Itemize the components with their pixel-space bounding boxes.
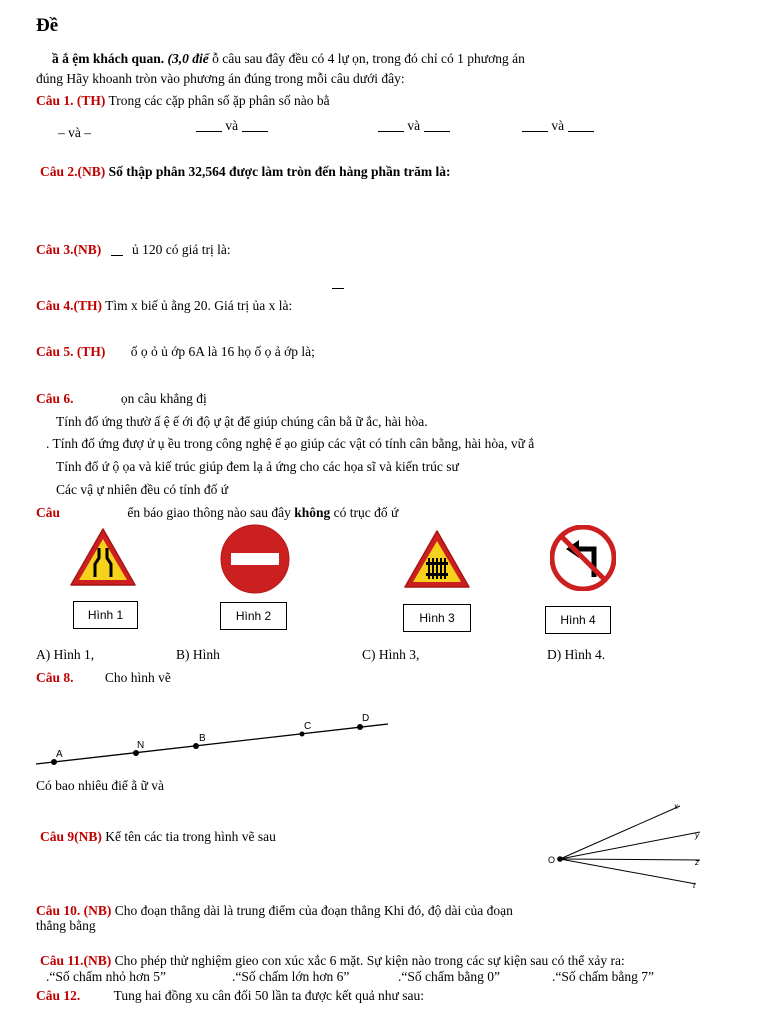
q10-line-2: thẳng bằng [36,918,96,933]
ray-y [560,832,700,859]
q6-option-d: Các vậ ự nhiên đều có tính đố ứ [56,482,229,497]
q5-text: ố ọ ỏ ủ ớp 6A là 16 họ ố ọ ả ớp là; [130,344,315,359]
fraction-bar [424,122,450,132]
point-d-label: D [362,713,370,724]
intro-rest: ỗ câu sau đây đều có 4 lự ọn, trong đó chỉ có 1 phương án [212,51,525,66]
q2-label: Câu 2.(NB) [40,164,106,179]
question-6 [36,391,207,407]
fraction-bar [332,279,344,289]
q7-choice-d: D) Hình 4. [547,647,606,662]
caption-hinh-2: Hình 2 [220,602,287,630]
q6-option-a: Tính đố ứng thườ ấ ệ ế ới độ ự ật để giúp chúng cân bằ ữ ắc, hài hòa. [56,414,428,429]
q1-option-a: – và – [58,125,91,140]
question-4 [36,298,292,314]
fraction-bar [378,122,404,132]
point-a-label: A [56,749,63,760]
fraction-bar [522,122,548,132]
q10-text: Cho đoạn thẳng dài là trung điểm của đoạn thẳng Khi đó, độ dài của đoạn [114,903,513,918]
fraction-bar-small [332,275,344,291]
q6-label: Câu 6. [36,391,74,406]
q8-label: Câu 8. [36,670,74,685]
line-through-points [36,724,388,764]
fraction-bar [111,246,123,256]
q9-text: Kể tên các tia trong hình vẽ sau [105,829,276,844]
fraction-bar [196,122,222,132]
question-11 [40,953,625,969]
q10-label: Câu 10. (NB) [36,903,112,918]
question-2 [40,164,451,180]
q8-text: Cho hình vẽ [104,670,171,685]
intro-line-2: đúng Hãy khoanh tròn vào phương án đúng trong mỗi câu dưới đây: [36,71,405,86]
point-d [357,724,363,730]
q11-text: Cho phép thử nghiệm gieo con xúc xắc 6 mặt. Sự kiện nào trong các sự kiện sau có thể xảy ra: [114,953,625,968]
q4-text: Tìm x biế ủ ằng 20. Giá trị ủa x là: [105,298,293,313]
point-b-label: B [199,733,206,744]
q1-label: Câu 1. (TH) [36,93,106,108]
q6-text: ọn câu khẳng đị [120,391,207,406]
question-5 [36,344,315,360]
no-entry-sign-icon [220,524,290,594]
ray-t [560,859,696,884]
q12-label: Câu 12. [36,988,81,1003]
q3-text: ủ 120 có giá trị là: [132,242,231,257]
q12-text: Tung hai đồng xu cân đối 50 lần ta được kết quả như sau: [113,988,424,1003]
q6-option-b: . Tính đố ứng đượ ử ụ ều trong công nghệ ế ạo giúp các vật có tính cân bằng, hài hòa, vữ ắ [46,436,535,451]
q1-and-d: và [551,118,565,133]
narrow-road-sign-icon [68,526,138,588]
point-c [300,732,305,737]
q8-line-figure [30,706,400,770]
q7-text-bold: không [294,505,331,520]
question-12 [36,988,424,1004]
caption-hinh-4: Hình 4 [545,606,611,634]
caption-hinh-1: Hình 1 [73,601,138,629]
q7-choice-b: B) Hình [176,647,220,662]
point-n-label: N [137,740,145,751]
q9-label: Câu 9(NB) [40,829,102,844]
q1-option-c [378,118,450,134]
origin-point [557,856,563,862]
q11-label: Câu 11.(NB) [40,953,112,968]
q9-rays-figure [540,800,710,892]
ray-y-label: y [695,831,699,840]
q1-and-c: và [407,118,421,133]
ray-x-label: x [674,802,678,811]
q7-text-a: ển báo giao thông nào sau đây [127,505,291,520]
question-1 [36,93,330,109]
q1-option-b [196,118,268,134]
q1-option-d [522,118,594,134]
q11-event-a: .“Số chấm nhỏ hơn 5” [46,969,166,984]
ray-z-label: z [695,858,699,867]
fraction-bar [242,122,268,132]
ray-t-label: t [693,881,696,890]
ray-x [560,806,680,859]
intro-points: (3,0 điể [167,51,209,66]
question-7 [36,505,398,521]
fraction-bar [568,122,594,132]
ray-z [560,859,700,860]
point-c-label: C [304,721,312,732]
question-3 [36,242,231,258]
q1-and-b: và [225,118,239,133]
railway-crossing-sign-icon [402,528,472,590]
question-10 [36,903,513,919]
page-title: Đề [36,15,59,36]
q11-event-b: .“Số chấm lớn hơn 6” [232,969,350,984]
q6-option-c: Tính đố ứ ộ ọa và kiế trúc giúp đem lạ ả ứng cho các họa sĩ và kiến trúc sư [56,459,459,474]
q7-choice-a: A) Hình 1, [36,647,95,662]
q7-choice-c: C) Hình 3, [362,647,420,662]
q3-label: Câu 3.(NB) [36,242,102,257]
q5-label: Câu 5. (TH) [36,344,106,359]
intro-bold: ầ ắ ệm khách quan. [52,51,165,66]
q11-event-c: .“Số chấm bằng 0” [398,969,500,984]
intro-line-1 [52,51,525,67]
q7-text-b: có trục đố ứ [333,505,399,520]
question-8 [36,670,171,686]
q4-label: Câu 4.(TH) [36,298,103,313]
no-left-turn-sign-icon [550,525,616,591]
q2-text: Số thập phân 32,564 được làm tròn đến hàng phần trăm là: [108,164,451,179]
q7-label: Câu [36,505,61,520]
origin-label: O [548,855,556,865]
question-9 [40,829,276,845]
caption-hinh-3: Hình 3 [403,604,471,632]
q8-question: Có bao nhiêu điể ằ ữ và [36,778,165,793]
q1-text: Trong các cặp phân số ặp phân số nào bằ [108,93,330,108]
q11-event-d: .“Số chấm bằng 7” [552,969,654,984]
